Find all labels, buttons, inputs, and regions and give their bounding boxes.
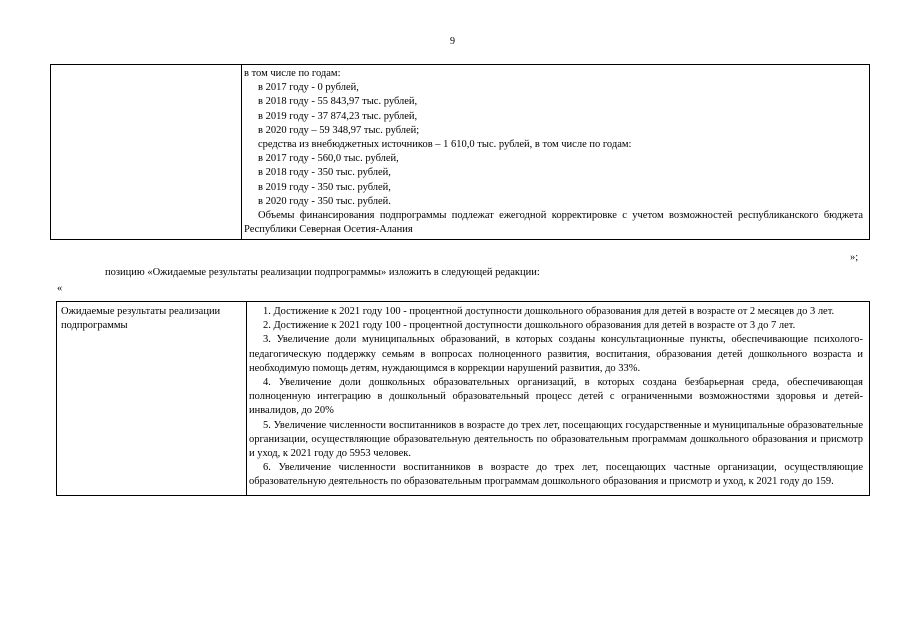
extrabudgetary-header: средства из внебюджетных источников – 1 610,0 тыс. рублей, в том числе по годам: [258, 139, 632, 151]
budget-year-2018: в 2018 году - 55 843,97 тыс. рублей, [258, 96, 418, 108]
result-item-5: 5. Увеличение численности воспитанников в возрасте до трех лет, посещающих государственные и муниципальные образовательные организации, осуществляющие образовательную деятельность по образовательным программам дошкольного образования и присмотр и уход, к 2021 году до 5953 человек. [249, 419, 863, 460]
funding-label-cell [51, 65, 242, 240]
budget-year-2019: в 2019 году - 37 874,23 тыс. рублей, [258, 110, 418, 122]
expected-results-row [57, 302, 870, 496]
result-item-4: 4. Увеличение доли дошкольных образовательных организаций, в которых создана безбарьерная среда, обеспечивающая полноценную интеграцию в дошкольный образовательный процесс детей с ограниченными возможностями здоровья и детей-инвалидов, до 20% [249, 377, 863, 417]
expected-results-table [56, 301, 870, 496]
funding-row [51, 65, 870, 240]
funding-table [50, 64, 870, 240]
funding-years-header: в том числе по годам: [244, 68, 341, 79]
funding-note: Объемы финансирования подпрограммы подлежат ежегодной корректировке с учетом возможностей республиканского бюджета Республики Северная Осетия-Алания [244, 210, 863, 236]
extra-year-2020: в 2020 году - 350 тыс. рублей. [258, 195, 391, 207]
closing-quote-mark: »; [850, 252, 859, 263]
budget-year-2017: в 2017 году - 0 рублей, [258, 82, 359, 94]
budget-year-2020: в 2020 году – 59 348,97 тыс. рублей; [258, 124, 420, 136]
result-item-3: 3. Увеличение доли муниципальных образований, в которых созданы консультационные пункты, обеспечивающие психолого-педагогическую поддержку семьям в вопросах полноценного развития, воспитания, образования детей дошкольного возраста и необходимую помощь детям, нуждающимся в коррекции нарушений развития, до 33%. [249, 334, 863, 374]
expected-results-cell [247, 302, 870, 496]
extra-year-2018: в 2018 году - 350 тыс. рублей, [258, 167, 391, 179]
result-item-6: 6. Увеличение численности воспитанников в возрасте до трех лет, посещающих частные организации, осуществляющие образовательную деятельность по образовательным программам дошкольного образования и присмотр и уход, к 2021 году до 159. [249, 462, 863, 488]
result-item-1: 1. Достижение к 2021 году 100 - процентной доступности дошкольного образования для детей в возрасте от 2 месяцев до 3 лет. [263, 306, 835, 317]
instruction-text: позицию «Ожидаемые результаты реализации подпрограммы» изложить в следующей редакции: [105, 267, 540, 278]
opening-quote-mark: « [57, 283, 63, 294]
funding-details-cell [242, 65, 870, 240]
page-number: 9 [450, 36, 455, 47]
expected-results-label: Ожидаемые результаты реализации подпрограммы [57, 302, 247, 496]
extra-year-2019: в 2019 году - 350 тыс. рублей, [258, 181, 391, 193]
extra-year-2017: в 2017 году - 560,0 тыс. рублей, [258, 153, 399, 165]
result-item-2: 2. Достижение к 2021 году 100 - процентной доступности дошкольного образования для детей в возрасте от 3 до 7 лет. [263, 320, 796, 332]
